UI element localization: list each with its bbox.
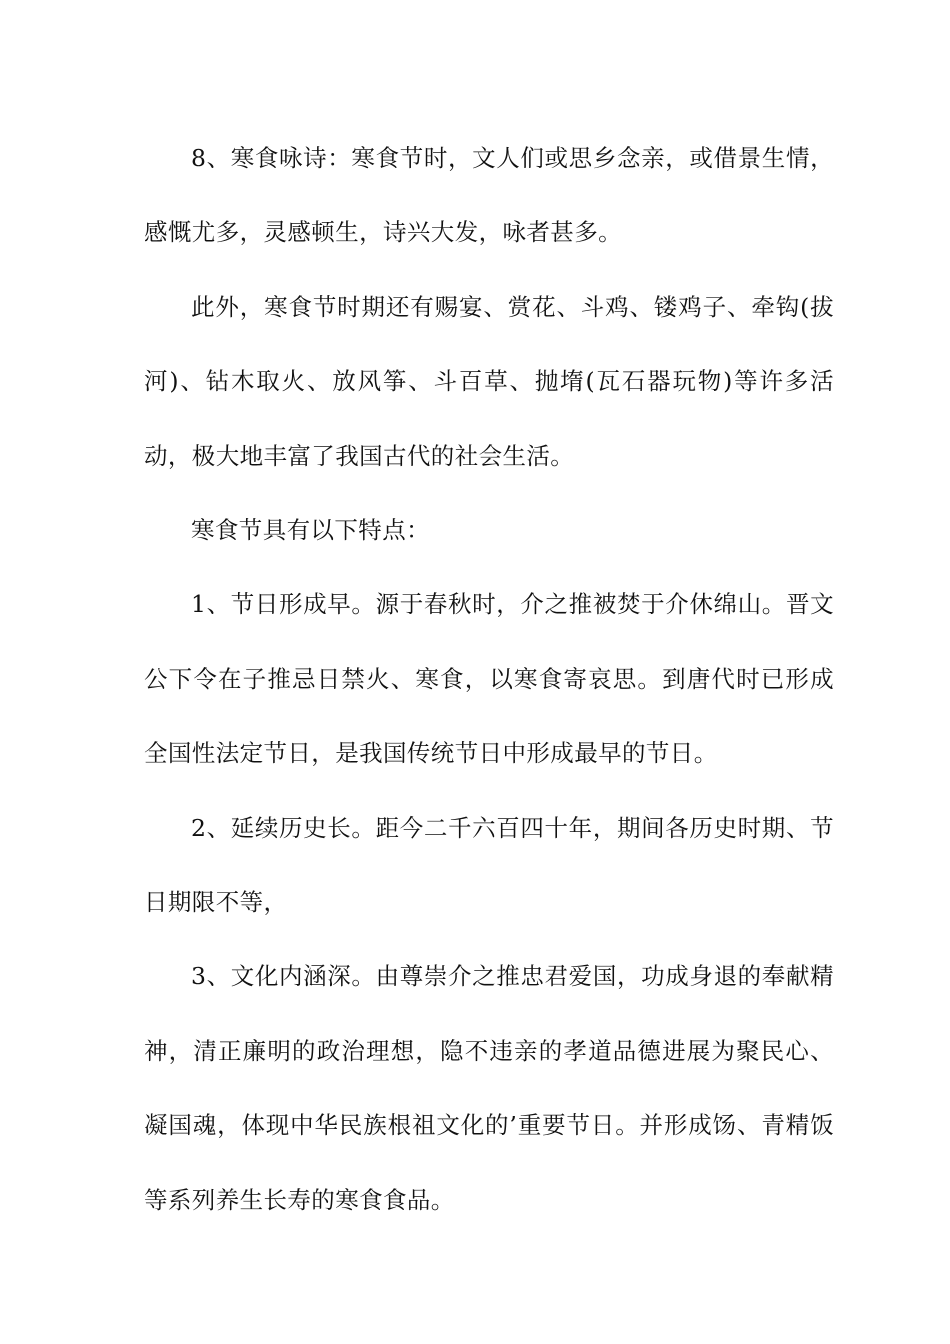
document-body bbox=[144, 121, 834, 1237]
paragraph-features-intro: 寒食节具有以下特点： bbox=[191, 516, 430, 545]
paragraph-feature-3: 3、文化内涵深。由尊崇介之推忠君爱国，功成身退的奉献精神，清正廉明的政治理想，隐不违亲的孝道品德进展为聚民心、凝国魂，体现中华民族根祖文化的’重要节日。并形成饧、青精饭等系列养生长寿的寒食食品。 bbox=[144, 962, 834, 1214]
paragraph-activities: 此外，寒食节时期还有赐宴、赏花、斗鸡、镂鸡子、牵钩(拔河)、钻木取火、放风筝、斗百草、抛堶(瓦石器玩物)等许多活动，极大地丰富了我国古代的社会生活。 bbox=[144, 292, 834, 470]
paragraph-feature-2: 2、延续历史长。距今二千六百四十年，期间各历史时期、节日期限不等， bbox=[144, 813, 834, 917]
paragraph-feature-1: 1、节日形成早。源于春秋时，介之推被焚于介休绵山。晋文公下令在子推忌日禁火、寒食，以寒食寄哀思。到唐代时已形成全国性法定节日，是我国传统节日中形成最早的节日。 bbox=[144, 590, 834, 768]
paragraph-poetry: 8、寒食咏诗：寒食节时，文人们或思乡念亲，或借景生情，感慨尤多，灵感顿生，诗兴大发，咏者甚多。 bbox=[144, 144, 834, 247]
